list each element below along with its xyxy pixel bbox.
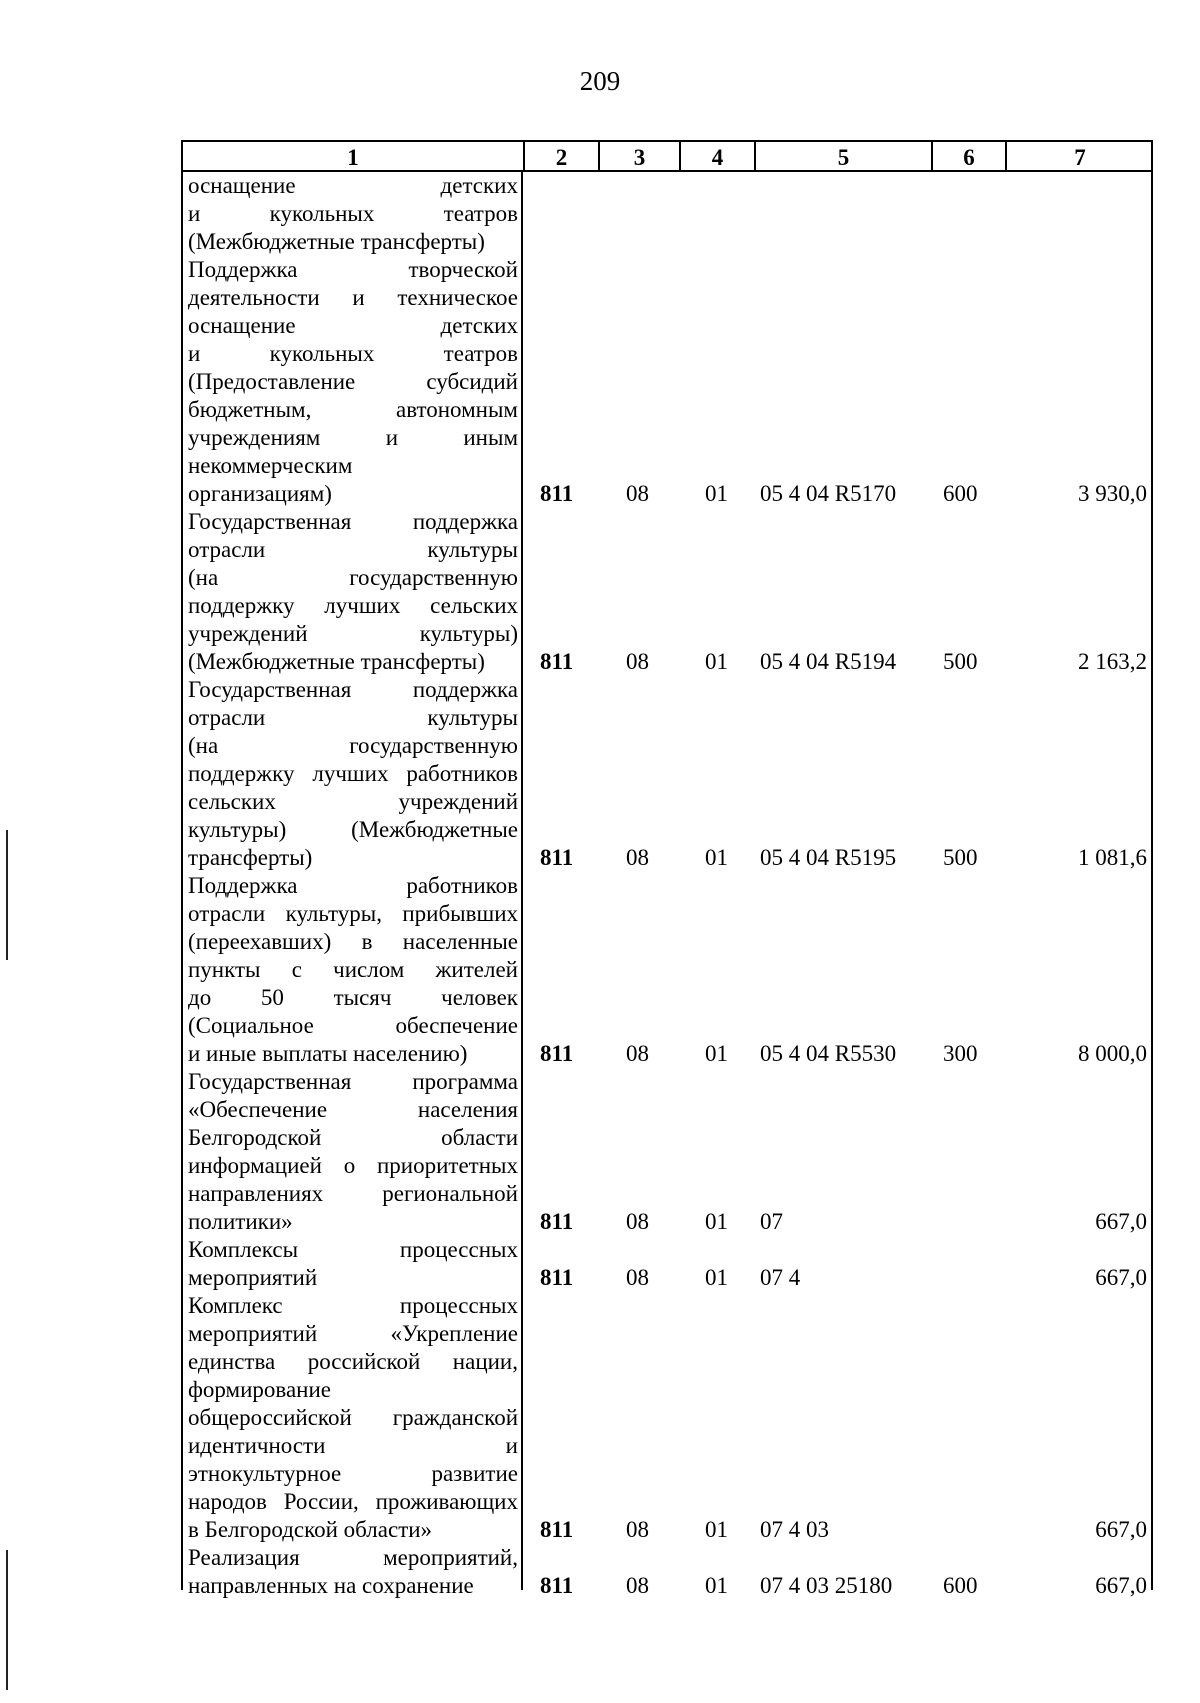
description-line: некоммерческим xyxy=(188,453,353,478)
table-row xyxy=(0,172,1200,256)
description-line: Государственная программа xyxy=(188,1069,518,1094)
cell-admin-code: 811 xyxy=(540,1517,574,1542)
cell-amount: 667,0 xyxy=(1095,1517,1147,1542)
description-line: мероприятий xyxy=(188,1265,318,1290)
description-line: Государственная поддержка xyxy=(188,509,518,534)
description-line: до 50 тысяч человек xyxy=(188,985,518,1010)
description-line: в Белгородской области» xyxy=(188,1517,433,1542)
cell-target-article: 05 4 04 R5194 xyxy=(760,649,897,674)
description-line: учреждениям и иным xyxy=(188,425,518,450)
description-line: организациям) xyxy=(188,481,332,506)
cell-section: 08 xyxy=(626,1209,649,1234)
cell-expense-type: 300 xyxy=(943,1041,978,1066)
row-description xyxy=(188,256,518,508)
cell-amount: 2 163,2 xyxy=(1078,649,1147,674)
description-line: бюджетным, автономным xyxy=(188,397,518,422)
cell-admin-code: 811 xyxy=(540,1265,574,1290)
cell-expense-type: 500 xyxy=(943,649,978,674)
cell-admin-code: 811 xyxy=(540,1041,574,1066)
cell-section: 08 xyxy=(626,1573,649,1598)
column-header-5: 5 xyxy=(756,142,933,172)
cell-amount: 3 930,0 xyxy=(1078,481,1147,506)
description-line: поддержку лучших работников xyxy=(188,761,518,786)
description-line: Государственная поддержка xyxy=(188,677,518,702)
cell-expense-type: 600 xyxy=(943,1573,978,1598)
cell-section: 08 xyxy=(626,1265,649,1290)
row-description xyxy=(188,1544,518,1600)
description-line: Поддержка творческой xyxy=(188,257,518,282)
description-line: (Предоставление субсидий xyxy=(188,369,518,394)
description-line: единства российской нации, xyxy=(188,1349,518,1374)
description-line: (на государственную xyxy=(188,565,518,590)
cell-expense-type: 500 xyxy=(943,845,978,870)
cell-admin-code: 811 xyxy=(540,1573,574,1598)
description-line: учреждений культуры) xyxy=(188,621,518,646)
description-line: формирование xyxy=(188,1377,332,1402)
row-description xyxy=(188,872,518,1068)
cell-admin-code: 811 xyxy=(540,845,574,870)
table-row xyxy=(0,1292,1200,1544)
description-line: общероссийской гражданской xyxy=(188,1405,518,1430)
description-line: и кукольных театров xyxy=(188,201,518,226)
description-line: сельских учреждений xyxy=(188,789,518,814)
column-header-2: 2 xyxy=(525,142,600,172)
column-header-6: 6 xyxy=(933,142,1007,172)
column-header-4: 4 xyxy=(681,142,756,172)
cell-admin-code: 811 xyxy=(540,481,574,506)
description-line: направленных на сохранение xyxy=(188,1573,474,1598)
description-line: (Межбюджетные трансферты) xyxy=(188,649,485,674)
description-line: Комплексы процессных xyxy=(188,1237,518,1262)
cell-section: 08 xyxy=(626,481,649,506)
description-line: информацией о приоритетных xyxy=(188,1153,518,1178)
description-line: Поддержка работников xyxy=(188,873,518,898)
column-header-7: 7 xyxy=(1074,145,1086,170)
description-line: трансферты) xyxy=(188,845,313,870)
description-line: поддержку лучших сельских xyxy=(188,593,518,618)
table-row xyxy=(0,508,1200,676)
description-line: (Социальное обеспечение xyxy=(188,1013,518,1038)
description-line: оснащение детских xyxy=(188,313,518,338)
row-description xyxy=(188,1292,518,1544)
description-line: (на государственную xyxy=(188,733,518,758)
table-row xyxy=(0,676,1200,872)
cell-amount: 1 081,6 xyxy=(1078,845,1147,870)
description-line: этнокультурное развитие xyxy=(188,1461,518,1486)
description-line: Комплекс процессных xyxy=(188,1293,518,1318)
row-description xyxy=(188,172,518,256)
description-line: (Межбюджетные трансферты) xyxy=(188,229,485,254)
cell-amount: 667,0 xyxy=(1095,1265,1147,1290)
cell-target-article: 07 4 xyxy=(760,1265,801,1290)
description-line: отрасли культуры xyxy=(188,537,518,562)
description-line: пункты с числом жителей xyxy=(188,957,518,982)
row-description xyxy=(188,676,518,872)
cell-subsection: 01 xyxy=(705,1517,728,1542)
description-line: народов России, проживающих xyxy=(188,1489,518,1514)
cell-subsection: 01 xyxy=(705,649,728,674)
row-description xyxy=(188,508,518,676)
table-row xyxy=(0,1544,1200,1600)
description-line: оснащение детских xyxy=(188,173,518,198)
column-header-1: 1 xyxy=(183,142,525,172)
description-line: Реализация мероприятий, xyxy=(188,1545,518,1570)
row-description xyxy=(188,1236,518,1292)
description-line: отрасли культуры xyxy=(188,705,518,730)
cell-subsection: 01 xyxy=(705,1573,728,1598)
cell-admin-code: 811 xyxy=(540,1209,574,1234)
description-line: (переехавших) в населенные xyxy=(188,929,518,954)
cell-expense-type: 600 xyxy=(943,481,978,506)
page-number: 209 xyxy=(579,66,621,96)
description-line: идентичности и xyxy=(188,1433,518,1458)
cell-target-article: 05 4 04 R5195 xyxy=(760,845,897,870)
description-line: деятельности и техническое xyxy=(188,285,518,310)
cell-section: 08 xyxy=(626,845,649,870)
cell-amount: 667,0 xyxy=(1095,1209,1147,1234)
cell-target-article: 07 4 03 25180 xyxy=(760,1573,893,1598)
table-row xyxy=(0,1236,1200,1292)
description-line: политики» xyxy=(188,1209,293,1234)
row-description xyxy=(188,1068,518,1236)
description-line: и кукольных театров xyxy=(188,341,518,366)
cell-admin-code: 811 xyxy=(540,649,574,674)
cell-subsection: 01 xyxy=(705,1265,728,1290)
description-line: Белгородской области xyxy=(188,1125,518,1150)
table-row xyxy=(0,256,1200,508)
description-line: и иные выплаты населению) xyxy=(188,1041,468,1066)
cell-target-article: 07 4 03 xyxy=(760,1517,829,1542)
cell-section: 08 xyxy=(626,1517,649,1542)
scan-margin-mark xyxy=(6,830,8,960)
cell-section: 08 xyxy=(626,649,649,674)
description-line: мероприятий «Укрепление xyxy=(188,1321,518,1346)
description-line: отрасли культуры, прибывших xyxy=(188,901,518,926)
cell-subsection: 01 xyxy=(705,1041,728,1066)
cell-subsection: 01 xyxy=(705,1209,728,1234)
table-row xyxy=(0,872,1200,1068)
column-header-3: 3 xyxy=(600,142,681,172)
table-row xyxy=(0,1068,1200,1236)
cell-target-article: 05 4 04 R5170 xyxy=(760,481,897,506)
description-line: культуры) (Межбюджетные xyxy=(188,817,518,842)
table-header xyxy=(181,140,1153,172)
description-line: «Обеспечение населения xyxy=(188,1097,518,1122)
cell-subsection: 01 xyxy=(705,845,728,870)
description-line: направлениях региональной xyxy=(188,1181,518,1206)
cell-target-article: 05 4 04 R5530 xyxy=(760,1041,897,1066)
cell-section: 08 xyxy=(626,1041,649,1066)
cell-amount: 8 000,0 xyxy=(1078,1041,1147,1066)
cell-subsection: 01 xyxy=(705,481,728,506)
scan-margin-mark xyxy=(6,1550,8,1690)
cell-target-article: 07 xyxy=(760,1209,783,1234)
cell-amount: 667,0 xyxy=(1095,1573,1147,1598)
